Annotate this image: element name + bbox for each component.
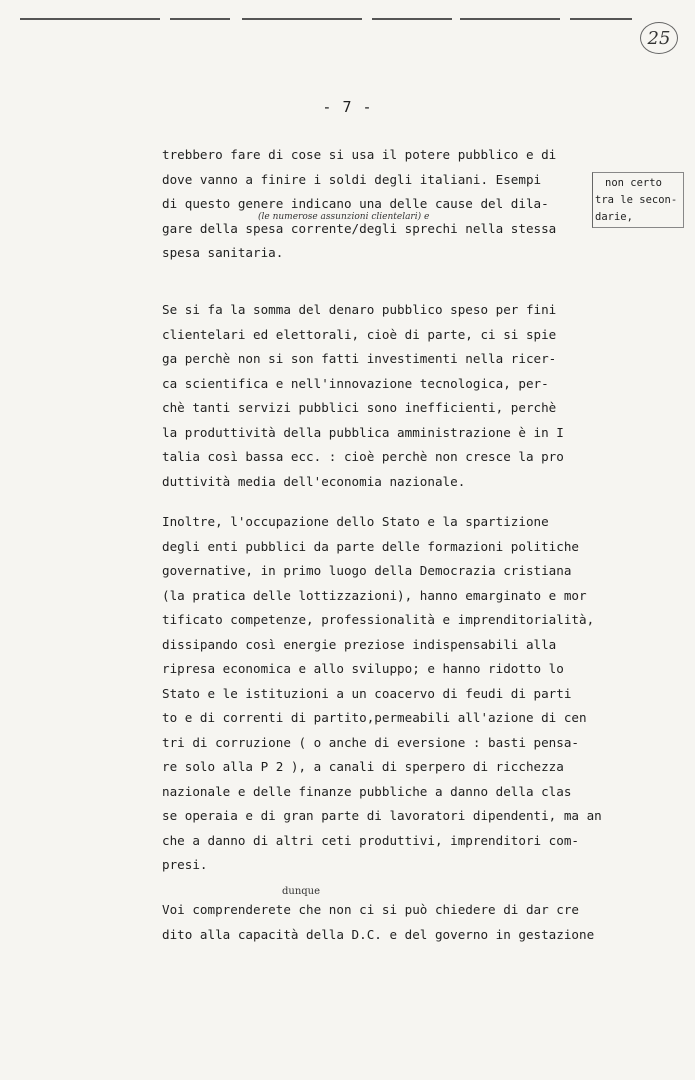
handwritten-insert: (le numerose assunzioni clientelari) e bbox=[258, 212, 430, 222]
text-line: (la pratica delle lottizzazioni), hanno emarginato e mor bbox=[162, 587, 587, 603]
text-line: se operaia e di gran parte di lavoratori dipendenti, ma an bbox=[162, 808, 602, 823]
margin-note bbox=[592, 172, 684, 228]
text-line: re solo alla P 2 ), a canali di sperpero di ricchezza bbox=[162, 759, 564, 774]
margin-note-line: tra le secon- bbox=[595, 194, 678, 206]
text-line: clientelari ed elettorali, cioè di parte, ci si spie bbox=[162, 326, 557, 342]
text-line: Voi comprenderete che non ci si può chiedere di dar cre bbox=[162, 902, 580, 917]
text-line: trebbero fare di cose si usa il potere pubblico e di bbox=[162, 147, 557, 162]
margin-note-line: non certo bbox=[605, 177, 662, 189]
paragraph-2 bbox=[162, 298, 642, 494]
text-line: governative, in primo luogo della Democrazia cristiana bbox=[162, 563, 572, 578]
text-line: nazionale e delle finanze pubbliche a danno della clas bbox=[162, 783, 572, 799]
top-rule bbox=[20, 18, 632, 20]
text-line: ca scientifica e nell'innovazione tecnologica, per- bbox=[162, 375, 549, 391]
text-line: ripresa economica e allo sviluppo; e hanno ridotto lo bbox=[162, 661, 564, 676]
text-line: ga perchè non si son fatti investimenti nella ricer- bbox=[162, 351, 557, 366]
margin-note-line: darie, bbox=[595, 211, 633, 223]
text-line: che a danno di altri ceti produttivi, imprenditori com- bbox=[162, 832, 580, 848]
text-line: dove vanno a finire i soldi degli italiani. Esempi bbox=[162, 171, 542, 187]
paragraph-3 bbox=[162, 510, 642, 878]
text-line: gare della spesa corrente/degli sprechi nella stessa bbox=[162, 220, 557, 236]
text-line: degli enti pubblici da parte delle formazioni politiche bbox=[162, 538, 580, 554]
text-line: la produttività della pubblica amministrazione è in I bbox=[162, 424, 564, 440]
text-line: tificato competenze, professionalità e imprenditorialità, bbox=[162, 612, 595, 627]
text-line: presi. bbox=[162, 857, 208, 872]
text-line: to e di correnti di partito,permeabili all'azione di cen bbox=[162, 710, 587, 725]
text-line: Inoltre, l'occupazione dello Stato e la spartizione bbox=[162, 514, 549, 529]
text-line: tri di corruzione ( o anche di eversione : basti pensa- bbox=[162, 734, 580, 750]
text-line: di questo genere indicano una delle cause del dila- bbox=[162, 196, 549, 211]
page-stamp: 25 bbox=[640, 22, 678, 54]
paragraph-1 bbox=[162, 143, 642, 266]
text-line: Se si fa la somma del denaro pubblico speso per fini bbox=[162, 302, 557, 317]
text-line: dito alla capacità della D.C. e del governo in gestazione bbox=[162, 926, 595, 942]
text-line: spesa sanitaria. bbox=[162, 245, 284, 260]
text-line: duttività media dell'economia nazionale. bbox=[162, 473, 466, 489]
handwritten-dunque: dunque bbox=[282, 886, 321, 897]
text-line: Stato e le istituzioni a un coacervo di feudi di parti bbox=[162, 685, 572, 701]
text-line: dissipando così energie preziose indispensabili alla bbox=[162, 636, 557, 652]
paragraph-4 bbox=[162, 898, 642, 947]
text-line: chè tanti servizi pubblici sono inefficienti, perchè bbox=[162, 400, 557, 415]
page-number: - 7 - bbox=[322, 98, 373, 116]
text-line: talia così bassa ecc. : cioè perchè non cresce la pro bbox=[162, 449, 564, 464]
